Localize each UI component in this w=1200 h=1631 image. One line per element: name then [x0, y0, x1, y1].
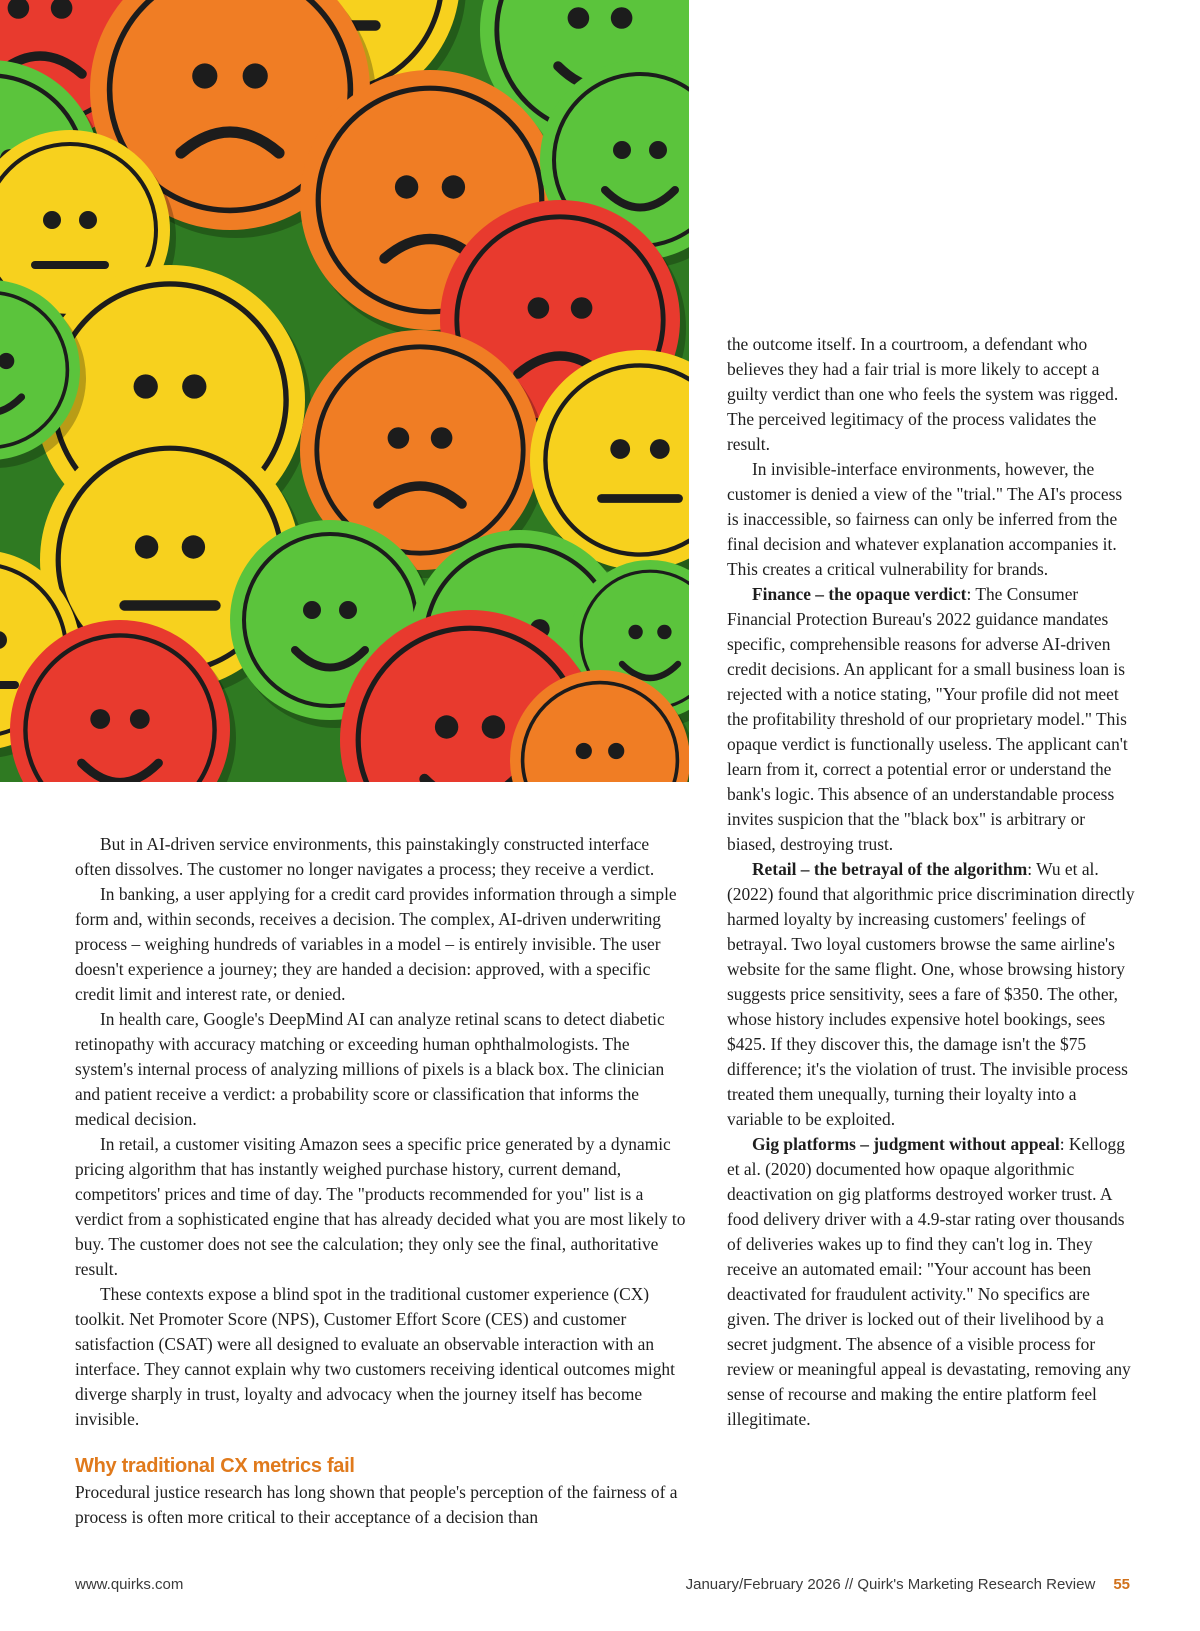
emoji-buttons-illustration: [0, 0, 689, 782]
body-paragraph: In health care, Google's DeepMind AI can analyze retinal scans to detect diabetic retinopathy with accuracy matching or exceeding human ophthalmologists. The system's internal process of analyzing millions of pixels is a black box. The clinician and patient receive a verdict: a probability score or classification that informs the medical decision.: [75, 1009, 665, 1129]
left-column: [75, 832, 689, 1530]
body-paragraph: In retail, a customer visiting Amazon sees a specific price generated by a dynamic pricing algorithm that has instantly weighed purchase history, current demand, competitors' prices and time of day. The "products recommended for you" list is a verdict from a sophisticated engine that has already decided what you are most likely to buy. The customer does not see the calculation; they only see the final, authoritative result.: [75, 1134, 686, 1279]
page-number: 55: [1113, 1576, 1130, 1593]
gig-body: : Kellogg et al. (2020) documented how opaque algorithmic deactivation on gig platforms destroyed worker trust. A food delivery driver with a 4.9-star rating over thousands of deliveries wakes up to find they can't log in. They receive an automated email: "Your account has been deactivated for fraudulent activity." No specifics are given. The driver is locked out of their livelihood by a secret judgment. The absence of a visible process for review or meaningful appeal is devastating, removing any sense of recourse and making the entire platform feel illegitimate.: [727, 1134, 1131, 1429]
right-column: [727, 332, 1135, 1432]
retail-body: : Wu et al. (2022) found that algorithmic price discrimination directly harmed loyalty by increasing customers' feelings of betrayal. Two loyal customers browse the same airline's website for the same flight. One, whose browsing history suggests price sensitivity, sees a fare of $350. The other, whose history includes expensive hotel bookings, sees $425. If they discover this, the damage isn't the $75 difference; it's the violation of trust. The invisible process treated them unequally, turning their loyalty into a variable to be exploited.: [727, 859, 1135, 1129]
finance-paragraph: [727, 582, 1135, 857]
body-paragraph: But in AI-driven service environments, this painstakingly constructed interface often dissolves. The customer no longer navigates a process; they receive a verdict.: [75, 834, 655, 879]
body-paragraph: In invisible-interface environments, however, the customer is denied a view of the "trial." The AI's process is inaccessible, so fairness can only be inferred from the final decision and whatever explanation accompanies it. This creates a critical vulnerability for brands.: [727, 459, 1123, 579]
footer-issue: [686, 1573, 1130, 1597]
retail-lead: Retail – the betrayal of the algorithm: [752, 859, 1028, 879]
body-paragraph: In banking, a user applying for a credit card provides information through a simple form and, within seconds, receives a decision. The complex, AI-driven underwriting process – weighing hundreds of variables in a model – is entirely invisible. The user doesn't experience a journey; they are handed a decision: approved, with a specific credit limit and interest rate, or denied.: [75, 884, 677, 1004]
finance-lead: Finance – the opaque verdict: [752, 584, 967, 604]
body-paragraph: These contexts expose a blind spot in the traditional customer experience (CX) toolkit. Net Promoter Score (NPS), Customer Effort Score (CES) and customer satisfaction (CSAT) were all designed to evaluate an observable interaction with an interface. They cannot explain why two customers receiving identical outcomes might diverge sharply in trust, loyalty and advocacy when the journey itself has become invisible.: [75, 1284, 675, 1429]
retail-paragraph: [727, 857, 1135, 1132]
gig-paragraph: [727, 1132, 1135, 1432]
gig-lead: Gig platforms – judgment without appeal: [752, 1134, 1060, 1154]
body-paragraph: the outcome itself. In a courtroom, a defendant who believes they had a fair trial is more likely to accept a guilty verdict than one who feels the system was rigged. The perceived legitimacy of the process validates the result.: [727, 334, 1119, 454]
footer-url[interactable]: www.quirks.com: [75, 1576, 184, 1593]
body-paragraph: Procedural justice research has long shown that people's perception of the fairness of a process is often more critical to their acceptance of a decision than: [75, 1482, 678, 1527]
emoji-buttons-photo: [0, 0, 689, 782]
section-heading: Why traditional CX metrics fail: [75, 1455, 355, 1477]
finance-body: : The Consumer Financial Protection Bureau's 2022 guidance mandates specific, comprehensible reasons for adverse AI-driven credit decisions. An applicant for a small business loan is rejected with a notice stating, "Your profile did not meet the profitability threshold of our proprietary model." This opaque verdict is functionally useless. The applicant can't learn from it, correct a potential error or understand the bank's logic. This absence of an understandable process invites suspicion that the "black box" is arbitrary or biased, destroying trust.: [727, 584, 1128, 854]
footer-issue-text: January/February 2026 // Quirk's Marketing Research Review: [685, 1576, 1096, 1593]
